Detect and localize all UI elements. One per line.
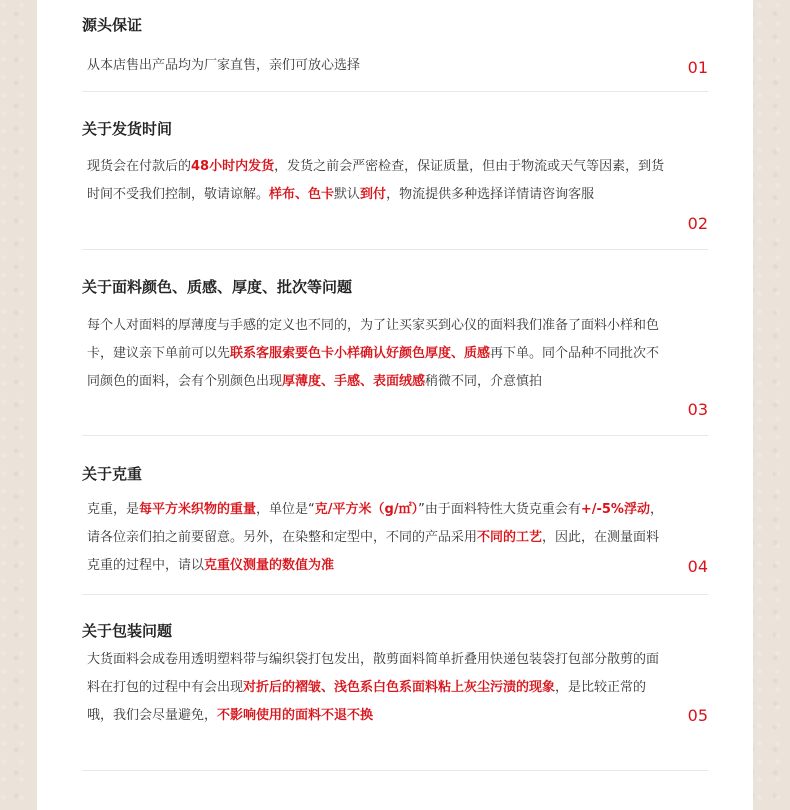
body-text: 稍微不同，介意慎拍 [425,374,543,389]
body-text: ，物流提供多种选择详情请咨询客服 [386,187,595,202]
highlight-text: 克/平方米（g/㎡） [314,502,419,517]
highlight-text: 每平方米织物的重量 [139,502,257,517]
body-text: ，因此，在测量面料克重的过程中，请以 [87,530,660,573]
body-text: ，发货之前会严密检查，保证质量，但由于物流或天气等因素，到货时间不受我们控制，敬请谅解。 [87,159,665,202]
section-number: 03 [687,400,708,419]
section-title: 源头保证 [82,16,143,34]
highlight-text: 联系客服索要色卡小样确认好颜色厚度、质感 [230,346,491,361]
body-text: 现货会在付款后的 [87,159,192,174]
section-divider [82,435,708,436]
body-text: ，是比较正常的哦，我们会尽量避免， [87,680,647,723]
highlight-text: 克重仪测量的数值为准 [204,558,335,573]
section-divider [82,594,708,595]
body-text: 默认 [334,187,361,202]
section-body [87,646,667,730]
content-panel [37,0,753,810]
section-title: 关于发货时间 [82,120,173,138]
highlight-text: 样布、色卡 [269,187,335,202]
section-body [87,312,667,396]
section-number: 01 [687,58,708,77]
section-divider [82,249,708,250]
section-title: 关于面料颜色、质感、厚度、批次等问题 [82,278,353,296]
body-text: ，请各位亲们拍之前要留意。另外，在染整和定型中，不同的产品采用 [87,502,663,545]
highlight-text: 48小时内发货 [191,159,275,174]
section-weight [82,463,708,597]
section-title: 关于克重 [82,465,143,483]
highlight-text: 到付 [360,187,387,202]
section-source-guarantee [82,14,708,94]
section-packaging [82,620,708,772]
highlight-text: 不影响使用的面料不退不换 [217,708,374,723]
body-text: 每个人对面料的厚薄度与手感的定义也不同的，为了让买家买到心仪的面料我们准备了面料小样和色卡，建议亲下单前可以先 [87,318,660,361]
section-divider [82,770,708,771]
section-title: 关于包装问题 [82,622,173,640]
section-divider [82,91,708,92]
body-text: 大货面料会成卷用透明塑料带与编织袋打包发出，散剪面料简单折叠用快递包装袋打包部分散剪的面料在打包的过程中有会出现 [87,652,660,695]
highlight-text: 不同的工艺 [477,530,543,545]
section-fabric-issues [82,276,708,438]
highlight-text: +/-5%浮动 [580,502,650,517]
section-body [87,153,667,209]
body-text: ”由于面料特性大货克重会有 [418,502,581,517]
section-body [87,496,667,580]
section-number: 02 [687,214,708,233]
section-number: 05 [687,706,708,725]
section-number: 04 [687,557,708,576]
body-text: 从本店售出产品均为厂家直售，亲们可放心选择 [87,58,361,73]
highlight-text: 对折后的褶皱、浅色系白色系面料粘上灰尘污渍的现象 [243,680,556,695]
body-text: ，单位是“ [256,502,315,517]
body-text: 克重，是 [87,502,140,517]
highlight-text: 厚薄度、手感、表面绒感 [282,374,426,389]
section-body [87,52,667,80]
section-shipping-time [82,118,708,253]
body-text: 再下单。同个品种不同批次不同颜色的面料，会有个别颜色出现 [87,346,660,389]
